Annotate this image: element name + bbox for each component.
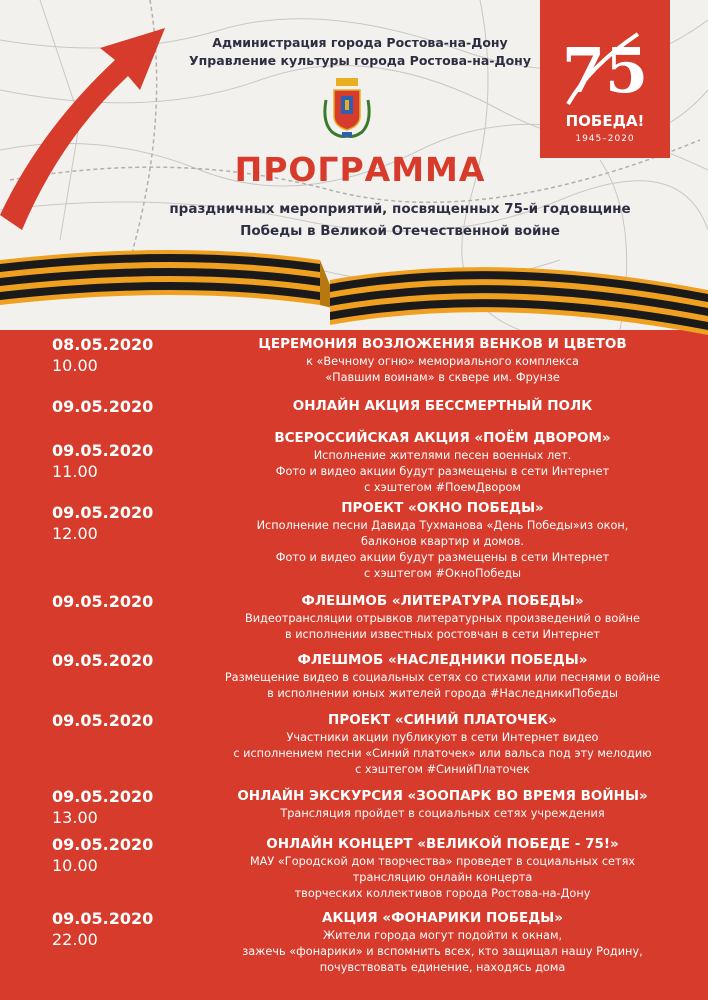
event-date: 09.05.2020	[52, 397, 154, 416]
event-title: ОНЛАЙН АКЦИЯ БЕССМЕРТНЫЙ ПОЛК	[292, 398, 593, 414]
admin-line-2: Управление культуры города Ростова-на-Дону	[189, 53, 531, 68]
event-desc-line: Исполнение песни Давида Тухманова «День Победы»из окон,	[256, 519, 629, 532]
victory-75-badge	[540, 0, 670, 158]
event-title: ФЛЕШМОБ «ЛИТЕРАТУРА ПОБЕДЫ»	[301, 593, 584, 609]
event-desc-line: в исполнении юных жителей города #НаследникиПобеды	[267, 687, 618, 700]
event-date: 09.05.2020	[52, 651, 154, 670]
subtitle-line-1: праздничных мероприятий, посвященных 75-й годовщине	[169, 201, 631, 217]
event-title: ОНЛАЙН КОНЦЕРТ «ВЕЛИКОЙ ПОБЕДЕ - 75!»	[266, 836, 619, 852]
event-desc-line: Трансляция пройдет в социальных сетях учреждения	[280, 807, 605, 820]
event-time: 10.00	[52, 356, 98, 375]
event-time: 11.00	[52, 462, 98, 481]
event-date: 09.05.2020	[52, 835, 154, 854]
event-desc-line: в исполнении известных ростовчан в сети Интернет	[284, 628, 601, 641]
administration-heading	[160, 34, 560, 70]
event-desc-line: с исполнением песни «Синий платочек» или вальса под эту мелодию	[233, 747, 652, 760]
badge-years: 1945–2020	[575, 134, 635, 144]
seventy-five-emblem-icon	[560, 26, 650, 106]
event-desc-line: трансляцию онлайн концерта	[352, 871, 533, 884]
event-desc-line: МАУ «Городской дом творчества» проведет в социальных сетях	[249, 855, 636, 868]
event-date: 08.05.2020	[52, 335, 154, 354]
event-date: 09.05.2020	[52, 909, 154, 928]
event-date: 09.05.2020	[52, 711, 154, 730]
event-desc-line: с хэштегом #ОкноПобеды	[363, 567, 522, 580]
event-date: 09.05.2020	[52, 441, 154, 460]
subtitle-line-2: Победы в Великой Отечественной войне	[240, 223, 560, 239]
event-desc-line: к «Вечному огню» мемориального комплекса	[306, 355, 579, 368]
event-title: ФЛЕШМОБ «НАСЛЕДНИКИ ПОБЕДЫ»	[297, 652, 588, 668]
event-desc-line: «Павшим воинам» в сквере им. Фрунзе	[325, 371, 560, 384]
event-title: ПРОЕКТ «ОКНО ПОБЕДЫ»	[341, 500, 544, 516]
event-desc-line: творческих коллективов города Ростова-на-Дону	[294, 887, 591, 900]
event-desc-line: с хэштегом #СинийПлаточек	[355, 763, 530, 776]
event-title: ЦЕРЕМОНИЯ ВОЗЛОЖЕНИЯ ВЕНКОВ И ЦВЕТОВ	[258, 336, 627, 352]
event-time: 10.00	[52, 856, 98, 875]
admin-line-1: Администрация города Ростова-на-Дону	[212, 35, 508, 50]
event-date: 09.05.2020	[52, 787, 154, 806]
event-desc-line: с хэштегом #ПоемДвором	[364, 481, 521, 494]
badge-number: 75	[561, 34, 649, 106]
event-desc-line: зажечь «фонарики» и вспомнить всех, кто защищал нашу Родину,	[242, 945, 643, 958]
st-george-ribbon-graphic	[0, 230, 708, 340]
city-coat-of-arms-icon	[322, 72, 372, 140]
event-time: 22.00	[52, 930, 98, 949]
event-desc-line: Участники акции публикуют в сети Интернет видео	[286, 731, 599, 744]
event-title: ВСЕРОССИЙСКАЯ АКЦИЯ «ПОЁМ ДВОРОМ»	[274, 430, 611, 446]
event-desc-line: Фото и видео акции будут размещены в сети Интернет	[275, 551, 610, 564]
event-time: 12.00	[52, 524, 98, 543]
event-date: 09.05.2020	[52, 592, 154, 611]
event-desc-line: Исполнение жителями песен военных лет.	[313, 449, 572, 462]
event-time: 13.00	[52, 808, 98, 827]
event-title: ПРОЕКТ «СИНИЙ ПЛАТОЧЕК»	[328, 712, 557, 728]
event-desc-line: балконов квартир и домов.	[361, 535, 524, 548]
event-title: ОНЛАЙН ЭКСКУРСИЯ «ЗООПАРК ВО ВРЕМЯ ВОЙНЫ»	[237, 788, 648, 804]
event-date: 09.05.2020	[52, 503, 154, 522]
event-desc-line: Видеотрансляции отрывков литературных произведений о войне	[244, 612, 641, 625]
event-desc-line: Жители города могут подойти к окнам,	[322, 929, 563, 942]
event-desc-line: почувствовать единение, находясь дома	[319, 961, 566, 974]
event-desc-line: Размещение видео в социальных сетях со стихами или песнями о войне	[224, 671, 661, 684]
page-title: ПРОГРАММА	[234, 150, 486, 189]
badge-label: ПОБЕДА!	[565, 112, 645, 130]
event-title: АКЦИЯ «ФОНАРИКИ ПОБЕДЫ»	[322, 910, 563, 926]
event-desc-line: Фото и видео акции будут размещены в сети Интернет	[275, 465, 610, 478]
